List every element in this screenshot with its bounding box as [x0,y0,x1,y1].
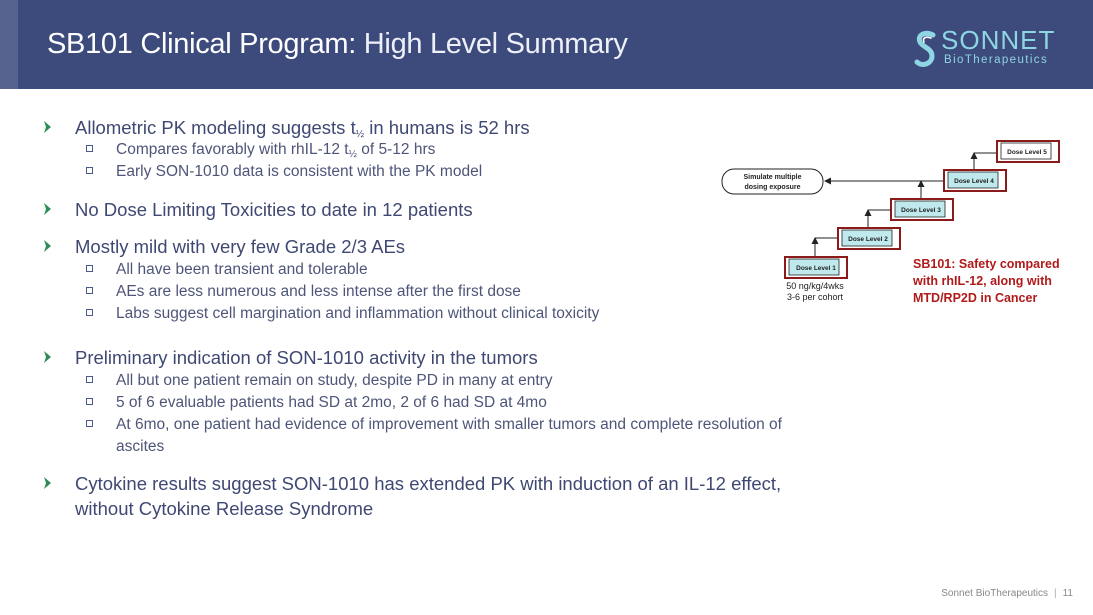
green-arrow-bullet-icon [44,203,51,215]
bullet-1b [116,163,482,181]
logo-word: SONNET [941,25,1056,55]
green-arrow-bullet-icon [44,351,51,363]
bullet-4b [116,394,547,412]
square-bullet-icon [86,420,93,427]
bullet-1a-text: Compares favorably with rhIL-12 t [116,141,349,158]
bullet-1b-text: Early SON-1010 data is consistent with the PK model [116,163,483,180]
bullet-2 [75,199,473,221]
bullet-4a-text: All but one patient remain on study, despite PD in many at entry [116,372,553,389]
footer-separator: | [1054,588,1057,599]
half-life-subscript: ½ [355,129,365,140]
header-bar [0,0,1093,89]
title-light: High Level Summary [363,28,628,60]
safety-note: SB101: Safety compared with rhIL-12, along with MTD/RP2D in Cancer [913,257,1060,305]
bullet-4c-text-line2: ascites [116,438,165,455]
dose-level-5-label: Dose Level 5 [1007,149,1047,156]
title-bold: SB101 Clinical Program: [47,28,357,60]
simulate-line1: Simulate multiple [743,174,802,181]
dose-level-5-box [997,141,1059,162]
bullet-3c-text: Labs suggest cell margination and inflammation without clinical toxicity [116,305,600,322]
square-bullet-icon [86,376,93,383]
green-arrow-bullet-icon [44,121,51,133]
bullet-3-text: Mostly mild with very few Grade 2/3 AEs [75,236,406,257]
bullet-3a [116,261,368,279]
dose-level-4-label: Dose Level 4 [954,178,994,185]
dose-caption [779,281,851,303]
bullet-2-text: No Dose Limiting Toxicities to date in 12 patients [75,199,473,220]
bullet-4 [75,347,538,369]
logo-subtitle: BioTherapeutics [944,54,1049,66]
bullet-3c [116,305,599,323]
dose-level-3-box [891,199,953,220]
page-number: 11 [1062,588,1073,599]
bullet-4c-text-line1: At 6mo, one patient had evidence of improvement with smaller tumors and complete resolution of [116,416,782,433]
bullet-5 [75,473,781,495]
slide-footer [941,588,1073,599]
bullet-5-text-line2: without Cytokine Release Syndrome [75,498,374,519]
bullet-3a-text: All have been transient and tolerable [116,261,368,278]
simulate-dosing-box [722,169,823,194]
square-bullet-icon [86,145,93,152]
slide-title [47,28,628,61]
bullet-1-text-end: in humans is 52 hrs [364,117,530,138]
bullet-5-cont [75,498,373,520]
bullet-1 [75,117,530,140]
bullet-4b-text: 5 of 6 evaluable patients had SD at 2mo, 2 of 6 had SD at 4mo [116,394,547,411]
bullet-3b-text: AEs are less numerous and less intense after the first dose [116,283,521,300]
dose-level-2-box [838,228,900,249]
sonnet-logo-mark-icon [914,29,938,71]
bullet-1a-text-end: of 5-12 hrs [356,141,436,158]
footer-company: Sonnet BioTherapeutics [941,588,1048,599]
bullet-5-text-line1: Cytokine results suggest SON-1010 has extended PK with induction of an IL-12 effect, [75,473,782,494]
bullet-4c [116,416,782,434]
bullet-4c-cont [116,438,164,456]
square-bullet-icon [86,265,93,272]
square-bullet-icon [86,398,93,405]
bullet-3b [116,283,521,301]
square-bullet-icon [86,309,93,316]
dose-caption-line1: 50 ng/kg/4wks [786,281,844,291]
simulate-line2: dosing exposure [744,184,801,191]
dose-level-1-label: Dose Level 1 [796,265,836,272]
dose-level-3-label: Dose Level 3 [901,207,941,214]
sonnet-logo [914,25,1064,71]
dose-caption-line2: 3-6 per cohort [786,292,844,302]
green-arrow-bullet-icon [44,240,51,252]
bullet-1a [116,141,435,160]
bullet-1-text: Allometric PK modeling suggests t [75,117,356,138]
dose-level-4-box [944,170,1006,191]
dose-level-1-box [785,257,847,278]
bullet-4a [116,372,553,390]
bullet-3 [75,236,405,258]
square-bullet-icon [86,167,93,174]
square-bullet-icon [86,287,93,294]
green-arrow-bullet-icon [44,477,51,489]
dose-level-2-label: Dose Level 2 [848,236,888,243]
bullet-4-text: Preliminary indication of SON-1010 activity in the tumors [75,347,538,368]
header-accent-stripe [0,0,18,89]
half-life-subscript: ½ [348,149,357,160]
